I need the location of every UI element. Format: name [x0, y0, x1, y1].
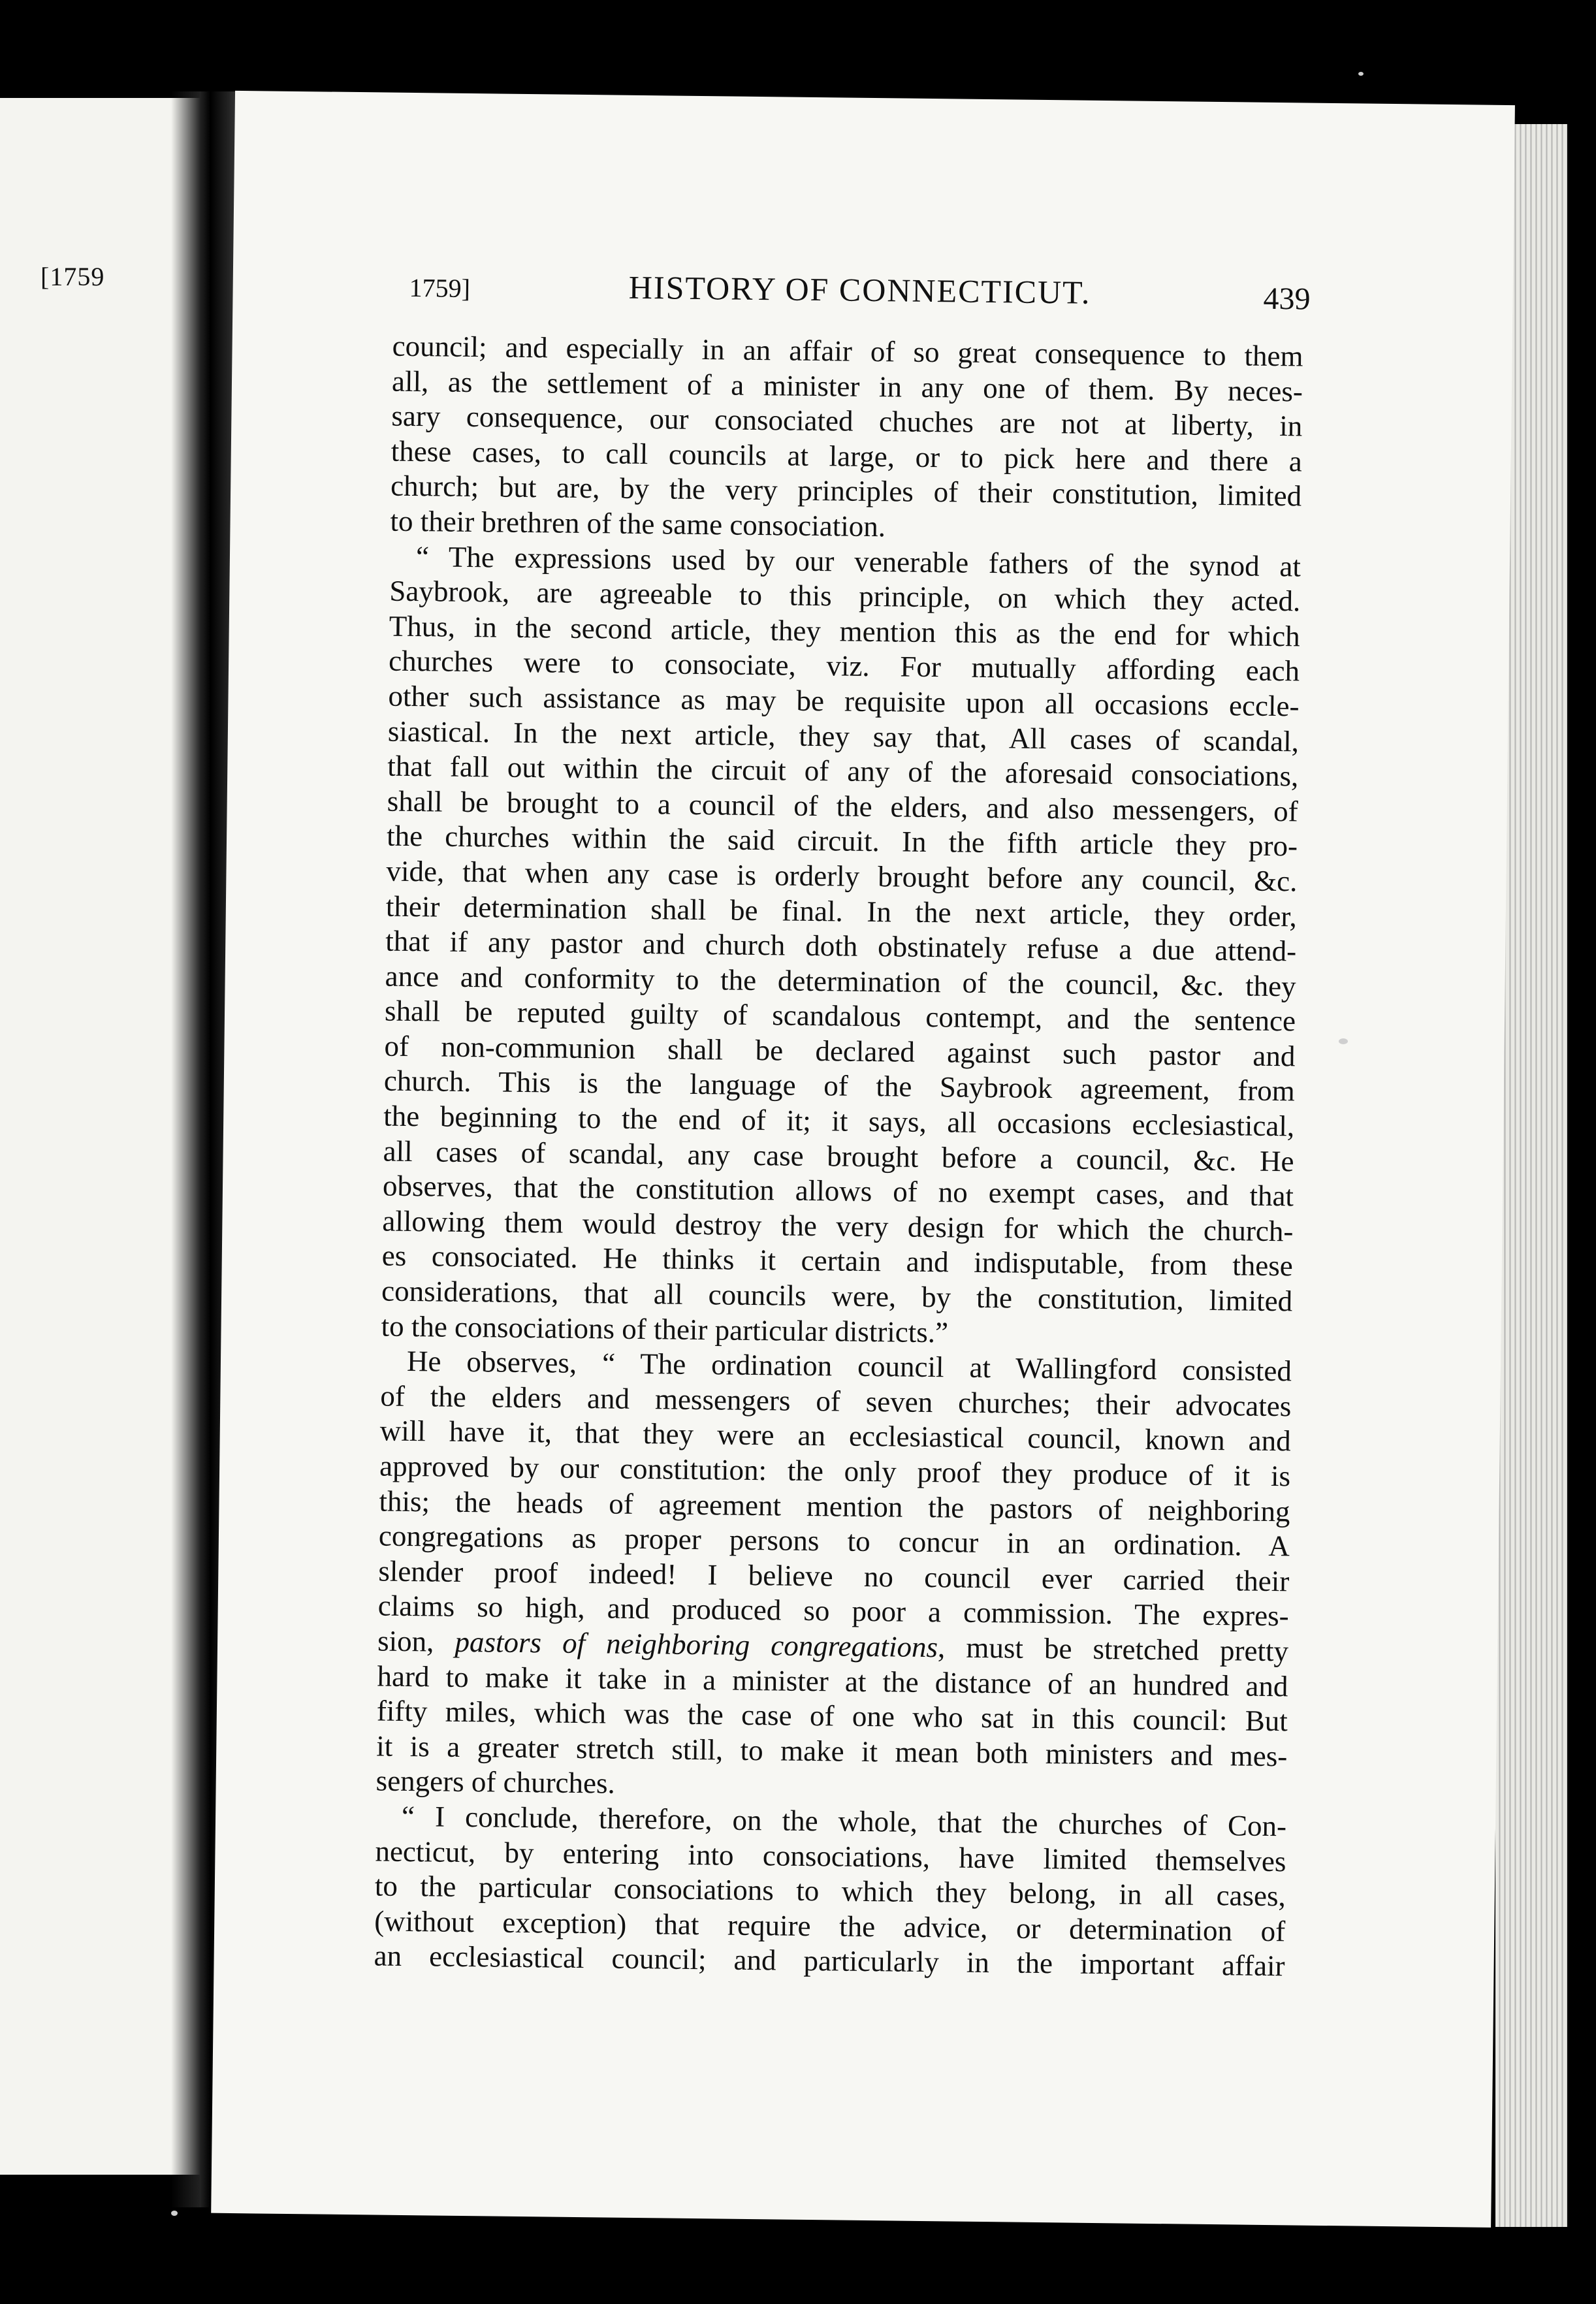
- body-line: an ecclesiastical council; and particularly in the important affair: [374, 1939, 1285, 1983]
- body-line: will have it, that they were an ecclesiastical council, known and: [379, 1414, 1291, 1458]
- page-number: 439: [1263, 281, 1311, 317]
- body-text: [374, 329, 1303, 1985]
- body-line: fifty miles, which was the case of one who sat in this council: But: [376, 1694, 1288, 1738]
- body-line: sary consequence, our consociated chuches are not at liberty, in: [391, 399, 1303, 443]
- body-line: churches were to consociate, viz. For mutually affording each: [388, 644, 1300, 688]
- body-line: shall be reputed guilty of scandalous contempt, and the sentence: [384, 994, 1296, 1038]
- body-line: Saybrook, are agreeable to this principle, on which they acted.: [389, 574, 1301, 618]
- scan-speck: [171, 2211, 178, 2216]
- body-line: the beginning to the end of it; it says, all occasions ecclesiastical,: [383, 1099, 1295, 1143]
- body-line: siastical. In the next article, they say that, All cases of scandal,: [387, 714, 1300, 758]
- body-line: it is a greater stretch still, to make it mean both ministers and mes-: [376, 1729, 1288, 1773]
- body-line: claims so high, and produced so poor a commission. The expres-: [377, 1589, 1289, 1633]
- body-line: approved by our constitution: the only proof they produce of it is: [379, 1449, 1291, 1493]
- body-line: (without exception) that require the advice, or determination of: [374, 1904, 1286, 1948]
- body-line: necticut, by entering into consociations, have limited themselves: [375, 1834, 1286, 1878]
- body-line: council; and especially in an affair of so great consequence to them: [392, 329, 1303, 373]
- running-head-year: 1759]: [409, 272, 471, 303]
- running-head: [409, 266, 1311, 317]
- running-head-title: HISTORY OF CONNECTICUT.: [628, 268, 1091, 311]
- body-line: observes, that the constitution allows of no exempt cases, and that: [382, 1169, 1294, 1213]
- body-line: of non-communion shall be declared against such pastor and: [384, 1029, 1296, 1073]
- right-page: [211, 91, 1515, 2228]
- body-line: Thus, in the second article, they mention this as the end for which: [389, 609, 1300, 653]
- body-line: “ I conclude, therefore, on the whole, that the churches of Con-: [401, 1799, 1287, 1843]
- body-line: shall be brought to a council of the elders, and also messengers, of: [387, 784, 1298, 828]
- body-line: all cases of scandal, any case brought before a council, &c. He: [383, 1134, 1294, 1178]
- body-line: es consociated. He thinks it certain and indisputable, from these: [381, 1239, 1294, 1283]
- body-line: of the elders and messengers of seven churches; their advocates: [380, 1379, 1292, 1423]
- body-line: church. This is the language of the Saybrook agreement, from: [383, 1064, 1296, 1108]
- body-line: to the particular consociations to which they belong, in all cases,: [374, 1869, 1286, 1913]
- body-line: to their brethren of the same consociation.: [390, 504, 886, 543]
- body-line: ance and conformity to the determination of the council, &c. they: [385, 959, 1296, 1003]
- body-line: that fall out within the circuit of any of the aforesaid consociations,: [387, 749, 1299, 793]
- body-line: their determination shall be final. In the next article, they order,: [385, 889, 1298, 933]
- italic-phrase: pastors of neighboring congregations: [455, 1625, 938, 1664]
- body-line: slender proof indeed! I believe no council ever carried their: [378, 1554, 1290, 1598]
- body-line: that if any pastor and church doth obstinately refuse a due attend-: [385, 924, 1297, 968]
- scan-speck: [1339, 1038, 1348, 1044]
- body-line: the churches within the said circuit. In the fifth article they pro-: [386, 819, 1298, 863]
- body-line: these cases, to call councils at large, or to pick here and there a: [391, 434, 1303, 478]
- body-line: allowing them would destroy the very design for which the church-: [382, 1204, 1294, 1248]
- body-line: congregations as proper persons to concur in an ordination. A: [378, 1519, 1290, 1563]
- body-line: other such assistance as may be requisite upon all occasions eccle-: [388, 679, 1300, 723]
- body-line: to the consociations of their particular districts.”: [381, 1309, 949, 1349]
- body-line: church; but are, by the very principles of their constitution, limited: [390, 469, 1302, 513]
- body-line: hard to make it take in a minister at the distance of an hundred and: [377, 1659, 1288, 1703]
- body-line: all, as the settlement of a minister in any one of them. By neces-: [391, 364, 1303, 408]
- body-line: sengers of churches.: [375, 1764, 616, 1800]
- body-line: He observes, “ The ordination council at Wallingford consisted: [406, 1345, 1292, 1388]
- body-line: this; the heads of agreement mention the pastors of neighboring: [379, 1484, 1290, 1528]
- left-page-header: [1759: [40, 262, 105, 291]
- body-line: considerations, that all councils were, by the constitution, limited: [381, 1274, 1293, 1318]
- scan-speck: [1358, 72, 1364, 76]
- body-line: “ The expressions used by our venerable fathers of the synod at: [415, 539, 1301, 583]
- body-line: vide, that when any case is orderly brought before any council, &c.: [386, 854, 1298, 898]
- body-line: sion, pastors of neighboring congregations, must be stretched pretty: [377, 1624, 1289, 1668]
